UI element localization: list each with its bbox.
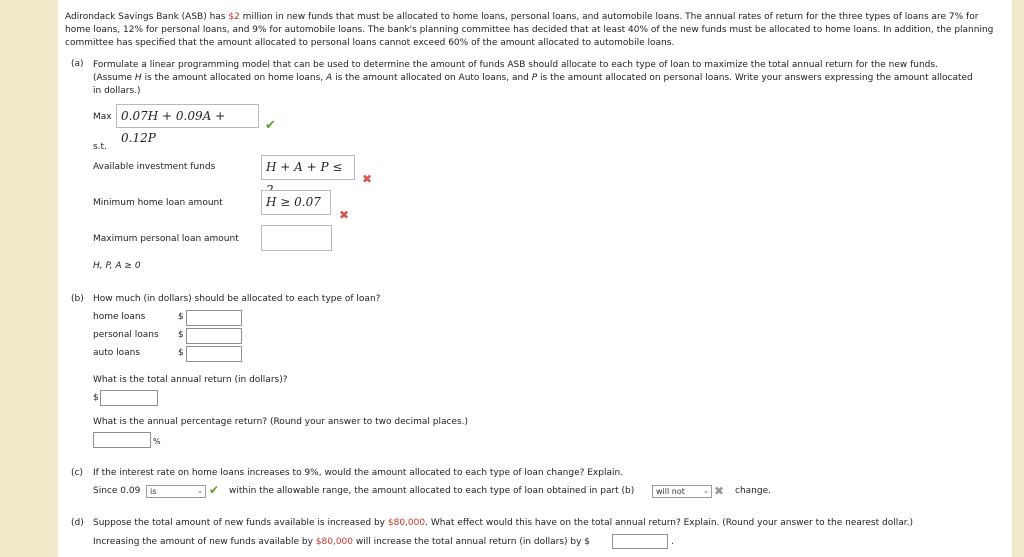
period-text: . [671,537,674,547]
question-page [58,0,1012,557]
part-a-line3: in dollars.) [93,86,141,96]
incorrect-x-icon: ✖ [362,172,373,186]
constraint-funds-field[interactable]: H + A + P ≤ [261,155,355,180]
percentage-return-question: What is the annual percentage return? (Round your answer to two decimal places.) [93,417,469,427]
return-increase-input[interactable] [612,534,668,549]
currency-symbol: $ [178,312,184,322]
part-d-answer-text: Increasing the amount of new funds available by $80,000 will increase the total annual return (in dollars) by $ [93,537,591,547]
part-a-line1: Formulate a linear programming model that can be used to determine the amount of funds ASB should allocate to each type of loan to maximize the total annual return for the new funds. [93,60,938,70]
currency-symbol: $ [93,393,99,403]
part-d-question: Suppose the total amount of new funds available is increased by $80,000. What effect would this have on the total annual return? Explain. (Round your answer to the nearest dollar.) [93,518,913,528]
intro-text-rest: million in new funds that must be allocated to home loans, personal loans, and automobile loans. The annual rates of return for the three types of loans are 7% for home loans, 12% for personal loans, and 9% for automobile loans. The bank's planning committee has decided that at least 40% of the new funds must be allocated to home loans. In addition, the planning committee has specified that the amount allocated to personal loans cannot exceed 60% of the amount allocated to automobile loans. [65,12,994,48]
problem-statement [65,11,1005,50]
personal-loans-label: personal loans [93,330,159,340]
intro-text: Adirondack Savings Bank (ASB) has [65,12,229,22]
max-label: Max [93,112,112,122]
currency-symbol: $ [178,330,184,340]
change-select[interactable] [652,485,712,498]
total-return-question: What is the total annual return (in dollars)? [93,375,288,385]
correct-check-icon: ✔ [209,483,220,497]
part-c-middle-text: within the allowable range, the amount allocated to each type of loan obtained in part (b) [229,486,635,496]
constraint-personal-field[interactable] [261,225,332,251]
correct-check-icon: ✔ [265,118,276,133]
auto-loans-label: auto loans [93,348,141,358]
auto-loans-input[interactable] [186,346,242,362]
st-label: s.t. [93,142,107,152]
funds-increase-amount: $80,000 [387,518,426,528]
range-select-value: is [150,487,157,496]
var-h: H [134,73,142,83]
since-text: Since 0.09 [93,486,141,496]
var-a: A [326,73,333,83]
range-select[interactable] [146,485,206,498]
percent-unit: % [153,437,161,446]
currency-symbol: $ [178,348,184,358]
percentage-return-input[interactable] [93,432,151,448]
constraint-label-funds: Available investment funds [93,162,216,172]
home-loans-label: home loans [93,312,146,322]
chevron-down-icon: ⌄ [197,487,203,495]
constraint-home-field[interactable]: H ≥ 0.07 [261,190,331,215]
part-a-label: (a) [71,59,84,69]
var-p: P [531,73,538,83]
nonnegativity-constraint: H, P, A ≥ 0 [93,261,141,271]
personal-loans-input[interactable] [186,328,242,344]
part-c-end-text: change. [735,486,771,496]
constraint-label-home: Minimum home loan amount [93,198,223,208]
intro-amount: $2 [228,12,240,22]
part-a-line2: (Assume H is the amount allocated on home loans, A is the amount allocated on Auto loans, and P is the amount allocated on personal loans. Write your answers expressing the amount allocated [93,73,973,83]
part-d-label: (d) [71,518,84,528]
incorrect-x-icon: ✖ [339,208,350,222]
part-c-label: (c) [71,468,83,478]
home-loans-input[interactable] [186,310,242,326]
constraint-label-personal: Maximum personal loan amount [93,234,239,244]
total-return-input[interactable] [100,390,158,406]
part-c-question: If the interest rate on home loans increases to 9%, would the amount allocated to each type of loan change? Explain. [93,468,624,478]
change-select-value: will not [656,487,685,496]
funds-increase-amount: $80,000 [315,537,353,547]
part-b-label: (b) [71,294,84,304]
part-a-instructions [93,59,1005,98]
part-b-question: How much (in dollars) should be allocated to each type of loan? [93,294,381,304]
objective-function-field[interactable]: 0.07H + 0.09A + 0.12P [116,104,259,128]
incorrect-x-icon: ✖ [714,484,725,498]
chevron-down-icon: ⌄ [703,487,709,495]
